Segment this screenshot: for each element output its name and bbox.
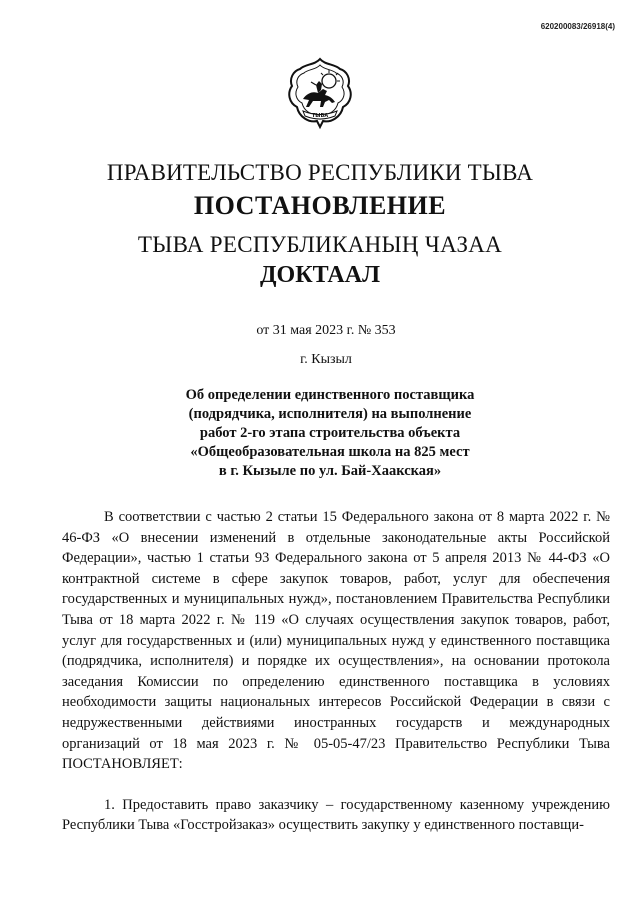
body-paragraph-item-1: 1. Предоставить право заказчику – государственному казенному учреждению Республики Тыва «Госстройзаказ» осуществить закупку у единственного поставщи- xyxy=(62,796,610,834)
subject-line: «Общеобразовательная школа на 825 мест xyxy=(190,444,470,460)
body-paragraph-preamble: В соответствии с частью 2 статьи 15 Федерального закона от 8 марта 2022 г. № 46-ФЗ «О внесении изменений в отдельные законодательные акты Российской Федерации», частью 1 статьи 93 Федерального закона от 5 апреля 2013 № 44-ФЗ «О контрактной системе в сфере закупок товаров, работ, услуг для обеспечения государственных и муниципальных нужд», постановлением Правительства Республики Тыва от 18 марта 2022 г. № 119 «О случаях осуществления закупок товаров, работ, услуг для государственных и (или) муниципальных нужд у единственного поставщика (подрядчика, исполнителя) и порядке их осуществления», на основании протокола заседания Комиссии по определению единственного поставщика в условиях необходимости защиты национальных интересов Российской Федерации в связи с недружественными действиями иностранных государств и международных организаций от 18 мая 2023 г. № 05-05-47/23 Правительство Республики Тыва ПОСТАНОВЛЯЕТ: xyxy=(62,509,610,773)
svg-text:ТЫВА: ТЫВА xyxy=(311,113,329,119)
document-type-tuvan: ДОКТААЛ xyxy=(260,262,380,288)
document-city: г. Кызыл xyxy=(300,352,352,367)
subject-line: работ 2-го этапа строительства объекта xyxy=(199,425,461,441)
tuva-coat-of-arms-icon xyxy=(285,55,355,137)
document-type: ПОСТАНОВЛЕНИЕ xyxy=(193,191,447,220)
document-body xyxy=(62,507,610,836)
document-subject xyxy=(150,386,510,481)
document-date: от 31 мая 2023 г. № 353 xyxy=(256,323,396,338)
subject-line: (подрядчика, исполнителя) на выполнение xyxy=(188,406,472,422)
government-title-tuvan: ТЫВА РЕСПУБЛИКАНЫҢ ЧАЗАА xyxy=(137,232,503,257)
subject-line: в г. Кызыле по ул. Бай-Хаакская» xyxy=(218,463,442,479)
government-title: ПРАВИТЕЛЬСТВО РЕСПУБЛИКИ ТЫВА xyxy=(106,160,534,185)
document-id: 620200083/26918(4) xyxy=(540,22,615,31)
subject-line: Об определении единственного поставщика xyxy=(185,387,475,403)
